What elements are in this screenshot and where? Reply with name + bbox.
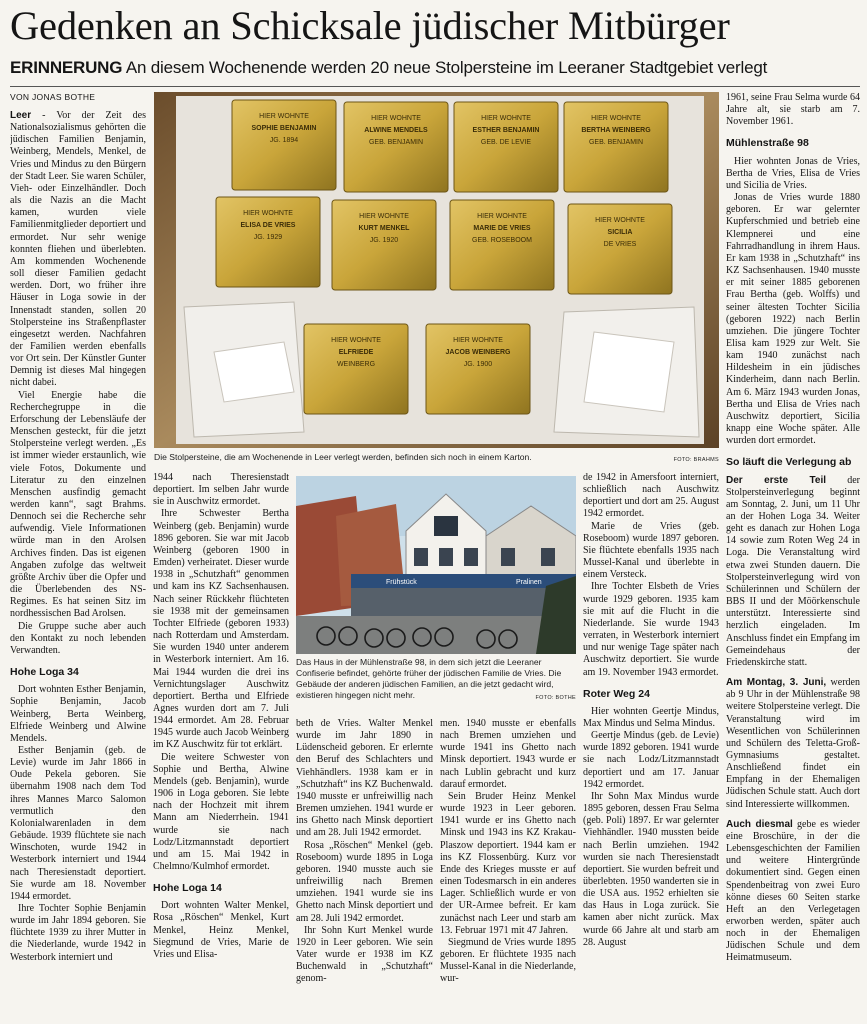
stolperstein-text: ELFRIEDE bbox=[338, 349, 374, 356]
stolperstein-text: GEB. ROSEBOOM bbox=[472, 237, 532, 244]
stolperstein-text: HIER WOHNTE bbox=[359, 213, 409, 220]
paragraph: Dort wohnten Esther Benjamin, Sophie Benjamin, Jacob Weinberg, Berta Weinberg, Elfriede Weinberg und Alwine Mendels. bbox=[10, 684, 146, 744]
lead-in: Der erste Teil bbox=[726, 474, 827, 486]
paragraph: Hier wohnten Jonas de Vries, Bertha de Vries, Elisa de Vries und Sicilia de Vries. bbox=[726, 155, 860, 191]
stolperstein bbox=[304, 324, 408, 414]
stolperstein-text: HIER WOHNTE bbox=[259, 113, 309, 120]
paragraph bbox=[10, 110, 146, 390]
paragraph: Ihr Sohn Max Mindus wurde 1895 geboren, dessen Frau Selma (geb. Poli) 1897. Er war gelernter Viehhändler. 1940 mussten beide nach Berlin umziehen. 1942 wurden sie nach Theresienstadt deportiert. Sie wurden befreit und überlebten. 1950 wanderten sie in die USA aus. 1952 erhielten sie das Haus in Loga zurück. Sie kamen aber nicht zurück. Max wurde 66 Jahre alt und starb am 28. August bbox=[583, 790, 719, 948]
stolperstein bbox=[568, 204, 672, 294]
caption-text: Das Haus in der Mühlenstraße 98, in dem sich jetzt die Leeraner Confiserie befindet, gehörte früher der jüdischen Familie de Vries. Die Gebäude der anderen jüdischen Familien, an die jetzt gedacht wird, existieren hingegen nicht mehr. bbox=[296, 657, 562, 700]
subheading: Roter Weg 24 bbox=[583, 687, 650, 700]
photo2-caption bbox=[296, 657, 576, 704]
stolperstein-text: WEINBERG bbox=[336, 361, 376, 368]
stolpersteine-box-image bbox=[154, 92, 719, 448]
stolperstein-text: GEB. DE LEVIE bbox=[480, 139, 532, 146]
subheading: Mühlenstraße 98 bbox=[726, 137, 809, 150]
paragraph: Sein Bruder Heinz Menkel wurde 1923 in Leer geboren. 1941 wurde er ins Ghetto nach Minsk und 1943 ins KZ Krakau-Plaszow deportiert. 1944 kam er ins KZ Flossenbürg. Kurz vor Ende des Krieges musste er auf einen Todesmarsch in ein anderes Lager. Schließlich wurde er von der UR-Armee befreit. Er kam zunächst nach Leer und starb am 13. Februar 1971 mit 47 Jahren. bbox=[440, 790, 576, 936]
kicker-label: ERINNERUNG bbox=[10, 58, 123, 77]
paragraph: Ihr Sohn Kurt Menkel wurde 1920 in Leer geboren. Wie sein Vater wurde er 1938 im KZ Buchenwald in „Schutzhaft“ genom- bbox=[296, 924, 433, 985]
stolperstein bbox=[332, 200, 436, 290]
stolperstein-text: KURT MENKEL bbox=[358, 225, 410, 232]
paragraph: Marie de Vries (geb. Roseboom) wurde 1897 geboren. Sie flüchtete ebenfalls 1935 nach Mussel-Kanal und überlebte in einem Versteck. bbox=[583, 520, 719, 581]
paragraph: Siegmund de Vries wurde 1895 geboren. Er flüchtete 1935 nach Mussel-Kanal in die Niederlande, wur- bbox=[440, 936, 576, 985]
shop-sign-right: Pralinen bbox=[516, 579, 542, 586]
lead-in: Am Montag, 3. Juni, bbox=[726, 677, 827, 689]
stolperstein-text: JG. 1929 bbox=[253, 234, 283, 241]
stolperstein bbox=[426, 324, 530, 414]
stolperstein-text: JG. 1920 bbox=[369, 237, 399, 244]
column-5 bbox=[583, 472, 719, 1020]
column-4 bbox=[440, 718, 576, 1020]
dateline: Leer bbox=[10, 110, 32, 121]
paragraph: men. 1940 musste er ebenfalls nach Bremen umziehen und wurde 1941 ins Ghetto nach Minsk deportiert. 1943 wurde er nach Lublin gebracht und kurz darauf ermordet. bbox=[440, 718, 576, 790]
kicker bbox=[10, 58, 860, 78]
stolperstein-text: ALWINE MENDELS bbox=[364, 127, 428, 134]
house-image bbox=[296, 476, 576, 654]
paragraph: Die Gruppe suche aber auch den Kontakt zu noch lebenden Verwandten. bbox=[10, 620, 146, 656]
photo-credit: FOTO: BOTHE bbox=[535, 695, 576, 701]
stolperstein-text: HIER WOHNTE bbox=[595, 217, 645, 224]
paragraph: Ihre Tochter Sophie Benjamin wurde im Jahr 1894 geboren. Sie flüchtete 1939 zu ihrer Mutter in die Niederlande, wurde 1942 in Westerbork interniert und bbox=[10, 903, 146, 963]
paragraph bbox=[726, 819, 860, 965]
header-rule bbox=[10, 86, 860, 87]
paragraph: 1944 nach Theresienstadt deportiert. Im selben Jahr wurde sie in Auschwitz ermordet. bbox=[153, 472, 289, 508]
paragraph-text: werden ab 9 Uhr in der Mühlenstraße 98 weitere Stolpersteine verlegt. Die Veranstaltung wird im Wesentlichen von Schülerinnen und Schülern des Teletta-Groß-Gymnasiums gestaltet. Anschließend findet ein Empfang in der Ehemaligen Jüdischen Schule statt. Auch dort sind Interessierte willkommen. bbox=[726, 677, 860, 810]
stolperstein-text: SOPHIE BENJAMIN bbox=[251, 125, 317, 132]
paragraph: beth de Vries. Walter Menkel wurde im Jahr 1890 in Lüdenscheid geboren. Er erlernte den Beruf des Schlachters und Viehhändlers. 1938 kam er in „Schutzhaft“ ins KZ Buchenwald. 1940 musste er unfreiwillig nach Bremen umziehen. 1941 wurde er ins Ghetto nach Minsk deportiert und am 28. Juli 1942 ermordet. bbox=[296, 718, 433, 839]
photo-credit: FOTO: BRAHMS bbox=[673, 457, 719, 463]
paragraph: Rosa „Röschen“ Menkel (geb. Roseboom) wurde 1895 in Loga geboren. 1940 musste auch sie unfreiwillig nach Bremen umziehen. 1941 wurde sie ins Ghetto nach Minsk deportiert und am 28. Juli 1942 ermordet. bbox=[296, 839, 433, 924]
paragraph: Dort wohnten Walter Menkel, Rosa „Röschen“ Menkel, Kurt Menkel, Heinz Menkel, Siegmund de Vries, Marie de Vries und Elisa- bbox=[153, 900, 289, 960]
stolperstein-text: GEB. BENJAMIN bbox=[368, 139, 424, 146]
stolpersteine-photo bbox=[154, 92, 719, 448]
stolperstein bbox=[450, 200, 554, 290]
subheading: So läuft die Verlegung ab bbox=[726, 456, 852, 469]
stolperstein-text: HIER WOHNTE bbox=[243, 210, 293, 217]
stolperstein-text: HIER WOHNTE bbox=[331, 337, 381, 344]
caption-text: Die Stolpersteine, die am Wochenende in Leer verlegt werden, befinden sich noch in einem Karton. bbox=[154, 452, 532, 462]
stolperstein bbox=[232, 100, 336, 190]
headline: Gedenken an Schicksale jüdischer Mitbürger bbox=[10, 3, 730, 48]
subheading: Hohe Loga 14 bbox=[153, 882, 222, 895]
stolperstein-text: ELISA DE VRIES bbox=[240, 222, 296, 229]
shop-sign-left: Frühstück bbox=[386, 579, 417, 586]
stolperstein-text: HIER WOHNTE bbox=[481, 115, 531, 122]
stolperstein-text: GEB. BENJAMIN bbox=[588, 139, 644, 146]
column-2 bbox=[153, 472, 289, 1020]
paragraph: Geertje Mindus (geb. de Levie) wurde 1892 geboren. 1941 wurde sie nach Lodz/Litzmannstadt deportiert und am 17. Januar 1942 ermordet. bbox=[583, 730, 719, 790]
stolperstein-text: JG. 1894 bbox=[269, 137, 299, 144]
stolperstein-text: JACOB WEINBERG bbox=[445, 349, 511, 356]
subheading: Hohe Loga 34 bbox=[10, 666, 79, 679]
paragraph-text: - Vor der Zeit des Nationalsozialismus gehörten die jüdischen Familien Benjamin, Weinberg, Mendels, Menkel, de Vries und Mindus zu den Bürgern der Stadt Leer. Sie waren Schüler, Vieh- oder Einzelhändler. Doch als die Nazis an die Macht kamen, wurden viele Familienmitglieder deportiert und ermordet. Nur sehr wenige konnten fliehen und überlebten. Am kommenden Wochenende soll dieser Familien gedacht werden. Dort, wo früher ihre Häuser in Loga sowie in der Innenstadt standen, sollen 20 Stolpersteine ins Straßenpflaster eingesetzt werden. Nachfahren der Familien werden ebenfalls vor Ort sein. Der Künstler Gunter Demnig ist dieses Mal hingegen nicht dabei. bbox=[10, 110, 146, 389]
paragraph: Ihre Tochter Elsbeth de Vries wurde 1929 geboren. 1935 kam sie mit auf die Flucht in die Niederlande. Sie wurde 1943 verraten, in Westerbork interniert und nur wenige Tage später nach Auschwitz deportiert. Sie wurde am 19. November 1943 ermordet. bbox=[583, 581, 719, 678]
kicker-text: An diesem Wochenende werden 20 neue Stolpersteine im Leeraner Stadtgebiet verlegt bbox=[125, 58, 768, 77]
paragraph-text: der Stolpersteinverlegung beginnt am Sonntag, 2. Juni, um 11 Uhr an der Hohen Loga 34. Weiter geht es danach zur Hohen Loga 14 sowie zum Roten Weg 24 in Loga. Die Veranstaltung wird etwa zwei Stunden dauern. Die Stolpersteinverlegung wird von Schülerinnen und Schülern der BBS II und der Möörkenschule unterstützt. Interessierte sind herzlich eingeladen. Im Anschluss findet ein Empfang im Gemeindehaus der Friedenskirche statt. bbox=[726, 474, 860, 668]
lead-in: Auch diesmal bbox=[726, 818, 793, 830]
stolperstein-text: MARIE DE VRIES bbox=[473, 225, 531, 232]
stolperstein bbox=[216, 197, 320, 287]
paragraph: Die weitere Schwester von Sophie und Bertha, Alwine Mendels (geb. Benjamin), wurde 1906 in Loga geboren. Sie lebte nach der Hochzeit mit ihrem Mann am Niederrhein. 1941 wurde sie nach Lodz/Litzmannstadt deportiert und am 15. Mai 1942 in Chelmno/Kulmhof ermordet. bbox=[153, 751, 289, 872]
column-3 bbox=[296, 718, 433, 1020]
stolperstein-text: JG. 1900 bbox=[463, 361, 493, 368]
stolperstein bbox=[344, 102, 448, 192]
stolperstein bbox=[454, 102, 558, 192]
column-6 bbox=[726, 92, 860, 1020]
paragraph: de 1942 in Amersfoort interniert, schließlich nach Auschwitz deportiert und dort am 25. August 1942 ermordet. bbox=[583, 472, 719, 520]
stolperstein-text: ESTHER BENJAMIN bbox=[472, 127, 540, 134]
paragraph: 1961, seine Frau Selma wurde 64 Jahre alt, sie starb am 7. November 1961. bbox=[726, 92, 860, 128]
paragraph: Ihre Schwester Bertha Weinberg (geb. Benjamin) wurde 1896 geboren. Sie war mit Jacob Weinberg (geboren 1900 in Emden) verheiratet. Dieser wurde 1938 in „Schutzhaft“ genommen und kam ins KZ Sachsenhausen. Nach seiner Rückkehr flüchteten sie 1938 mit der gemeinsamen Tochter Elfriede (geboren 1933) nach Rotterdam und Amsterdam. Sie wurden 1940 unter anderem in Westerbork interniert. Am 16. Mai 1944 wurden die drei ins Vernichtungslager Auschwitz deportiert. Bertha und Elfriede Agnes wurden dort am 7. Juli 1944 ermordet. Am 28. Februar 1945 wurde auch Jacob Weinberg im KZ Auschwitz für tot erklärt. bbox=[153, 508, 289, 751]
stolperstein-text: HIER WOHNTE bbox=[591, 115, 641, 122]
paragraph: Viel Energie habe die Recherchegruppe in die Erforschung der Lebensläufe der Menschen gesteckt, für die jetzt Stolpersteine verlegt werden. „Es ist immer wieder erstaunlich, wie viele Fotos, Dokumente und Literatur zu den einzelnen Menschen ausfindig gemacht werden kann“, sagt Brahms. Dennoch sei die Recherche sehr aufwendig. Viele Informationen würde man in den Arolsen Archives finden. Das ist eigenen Angaben zufolge das weltweit größte Archiv über die Opfer und die Überlebenden des NS-Regimes. Es hat seinen Sitz im nordhessischen Bad Arolsen. bbox=[10, 389, 146, 620]
stolperstein-text: HIER WOHNTE bbox=[477, 213, 527, 220]
stolperstein bbox=[564, 102, 668, 192]
paragraph bbox=[726, 677, 860, 811]
paragraph-text: gebe es wieder eine Broschüre, in der die Lebensgeschichten der Familien und weitere Hintergründe dokumentiert sind. Gegen einen Spendenbeitrag von zwei Euro könne dieses 60 Seiten starke Heft an den Verlegetagen erworben werden, später auch noch in der Ehemaligen Jüdischen Schule und dem Heimatmuseum. bbox=[726, 818, 860, 964]
stolperstein-text: HIER WOHNTE bbox=[453, 337, 503, 344]
paragraph bbox=[726, 475, 860, 670]
house-photo bbox=[296, 476, 576, 654]
paragraph: Esther Benjamin (geb. de Levie) wurde im Jahr 1866 in Oude Pekela geboren. Sie übernahm 1908 nach dem Tod ihres Mannes Marco Salomon vermutlich den Kolonialwarenladen in dem Gebäude. 1939 flüchtete sie nach Winschoten, wurde 1942 in Westerbork interniert und 1944 nach Theresienstadt deportiert. Sie wurde am 18. November 1944 ermordet. bbox=[10, 744, 146, 902]
byline: VON JONAS BOTHE bbox=[10, 92, 96, 102]
stolperstein-text: DE VRIES bbox=[603, 241, 637, 248]
stolperstein-text: BERTHA WEINBERG bbox=[581, 127, 651, 134]
column-1 bbox=[10, 110, 146, 1020]
paragraph: Hier wohnten Geertje Mindus, Max Mindus und Selma Mindus. bbox=[583, 705, 719, 729]
paragraph: Jonas de Vries wurde 1880 geboren. Er war gelernter Kupferschmied und betrieb eine Klempnerei und eine Fahrradhandlung in ihrem Haus. Er kam 1938 in „Schutzhaft“ ins KZ Sachsenhausen. 1940 musste er mit seiner 1885 geborenen Frau Bertha (geb. Wolffs) und seiner ältesten Tochter Sicilia (geboren 1922) nach Berlin umziehen. Die jüngere Tochter Elisa kam 1929 zur Welt. Sie kam 1940 zunächst nach Hildesheim in ein jüdisches Kinderheim, dann nach Berlin. Am 6. März 1943 wurden Jonas, Bertha und Elisa de Vries nach Auschwitz deportiert, Sicilia knapp eine Woche später. Alle wurden dort ermordet. bbox=[726, 192, 860, 447]
stolperstein-text: SICILIA bbox=[607, 229, 633, 236]
stolperstein-text: HIER WOHNTE bbox=[371, 115, 421, 122]
photo1-caption bbox=[154, 452, 719, 466]
